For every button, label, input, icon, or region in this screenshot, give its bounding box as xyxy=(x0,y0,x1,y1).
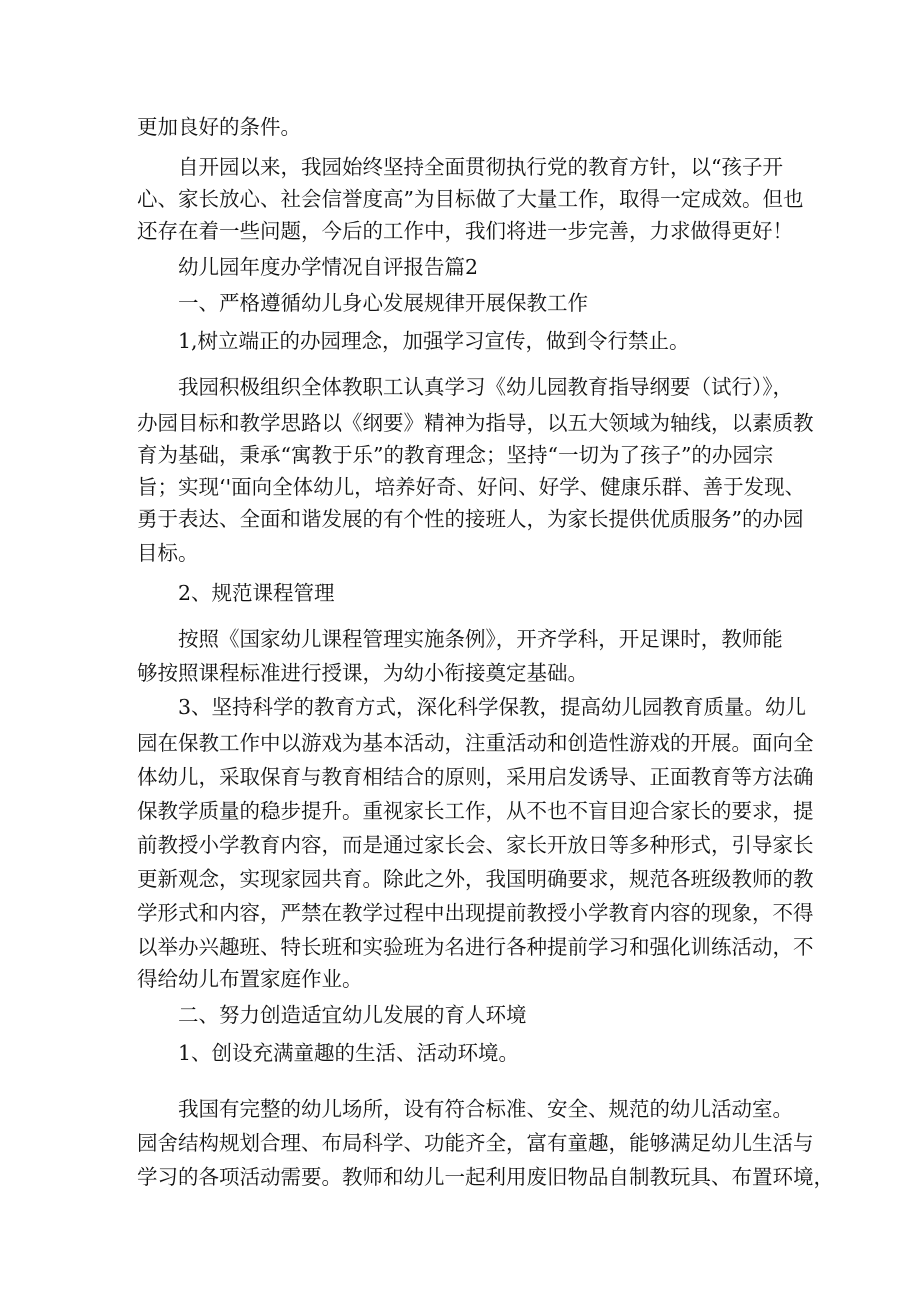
text-line-2: 自开园以来，我园始终坚持全面贯彻执行党的教育方针，以“孩子开 xyxy=(178,155,783,179)
text-line-9: 办园目标和教学思路以《纲要》精神为指导，以五大领域为轴线，以素质教 xyxy=(137,411,814,435)
text-line-3: 心、家长放心、社会信誉度高”为目标做了大量工作，取得一定成效。但也 xyxy=(137,187,804,211)
text-line-23: 学形式和内容，严禁在教学过程中出现提前教授小学教育内容的现象，不得 xyxy=(137,901,814,925)
text-line-8: 我园积极组织全体教职工认真学习《幼儿园教育指导纲要（试行）》， xyxy=(178,375,793,399)
subheading-2: 2、规范课程管理 xyxy=(178,581,335,605)
text-line-16: 够按照课程标准进行授课，为幼小衔接奠定基础。 xyxy=(137,661,588,685)
text-line-1: 更加良好的条件。 xyxy=(137,115,301,139)
subheading-1-1: 1,树立端正的办园理念，加强学习宣传，做到令行禁止。 xyxy=(178,329,690,353)
text-line-12: 勇于表达、全面和谐发展的有个性的接班人，为家长提供优质服务”的办园 xyxy=(137,507,804,531)
text-line-17: 3、坚持科学的教育方式，深化科学保教，提高幼儿园教育质量。幼儿 xyxy=(178,695,807,719)
text-line-22: 更新观念，实现家园共育。除此之外，我国明确要求，规范各班级教师的教 xyxy=(137,867,814,891)
text-line-10: 育为基础，秉承“寓教于乐”的教育理念；坚持“一切为了孩子”的办园宗 xyxy=(137,443,774,467)
text-line-20: 保教学质量的稳步提升。重视家长工作，从不也不盲目迎合家长的要求，提 xyxy=(137,799,814,823)
text-line-21: 前教授小学教育内容，而是通过家长会、家长开放日等多种形式，引导家长 xyxy=(137,833,814,857)
text-line-13: 目标。 xyxy=(137,541,199,565)
text-line-19: 体幼儿，采取保育与教育相结合的原则，采用启发诱导、正面教育等方法确 xyxy=(137,765,814,789)
text-line-29: 园舍结构规划合理、布局科学、功能齐全，富有童趣，能够满足幼儿生活与 xyxy=(137,1131,814,1155)
text-line-24: 以举办兴趣班、特长班和实验班为名进行各种提前学习和强化训练活动，不 xyxy=(137,935,814,959)
text-line-11: 旨；实现‘'面向全体幼儿，培养好奇、好问、好学、健康乐群、善于发现、 xyxy=(137,475,806,499)
text-line-28: 我国有完整的幼儿场所，设有符合标准、安全、规范的幼儿活动室。 xyxy=(178,1097,793,1121)
subheading-2-1: 1、创设充满童趣的生活、活动环境。 xyxy=(178,1041,520,1065)
text-line-18: 园在保教工作中以游戏为基本活动，注重活动和创造性游戏的开展。面向全 xyxy=(137,731,814,755)
text-line-15: 按照《国家幼儿课程管理实施条例》，开齐学科，开足课时，教师能 xyxy=(178,627,783,651)
section-title: 幼儿园年度办学情况自评报告篇2 xyxy=(178,255,479,279)
heading-2: 二、努力创造适宜幼儿发展的育人环境 xyxy=(178,1003,527,1027)
text-line-25: 得给幼儿布置家庭作业。 xyxy=(137,967,363,991)
heading-1: 一、严格遵循幼儿身心发展规律开展保教工作 xyxy=(178,291,588,315)
text-line-4: 还存在着一些问题，今后的工作中，我们将进一步完善，力求做得更好！ xyxy=(137,219,793,243)
text-line-30: 学习的各项活动需要。教师和幼儿一起利用废旧物品自制教玩具、布置环境， xyxy=(137,1165,834,1189)
